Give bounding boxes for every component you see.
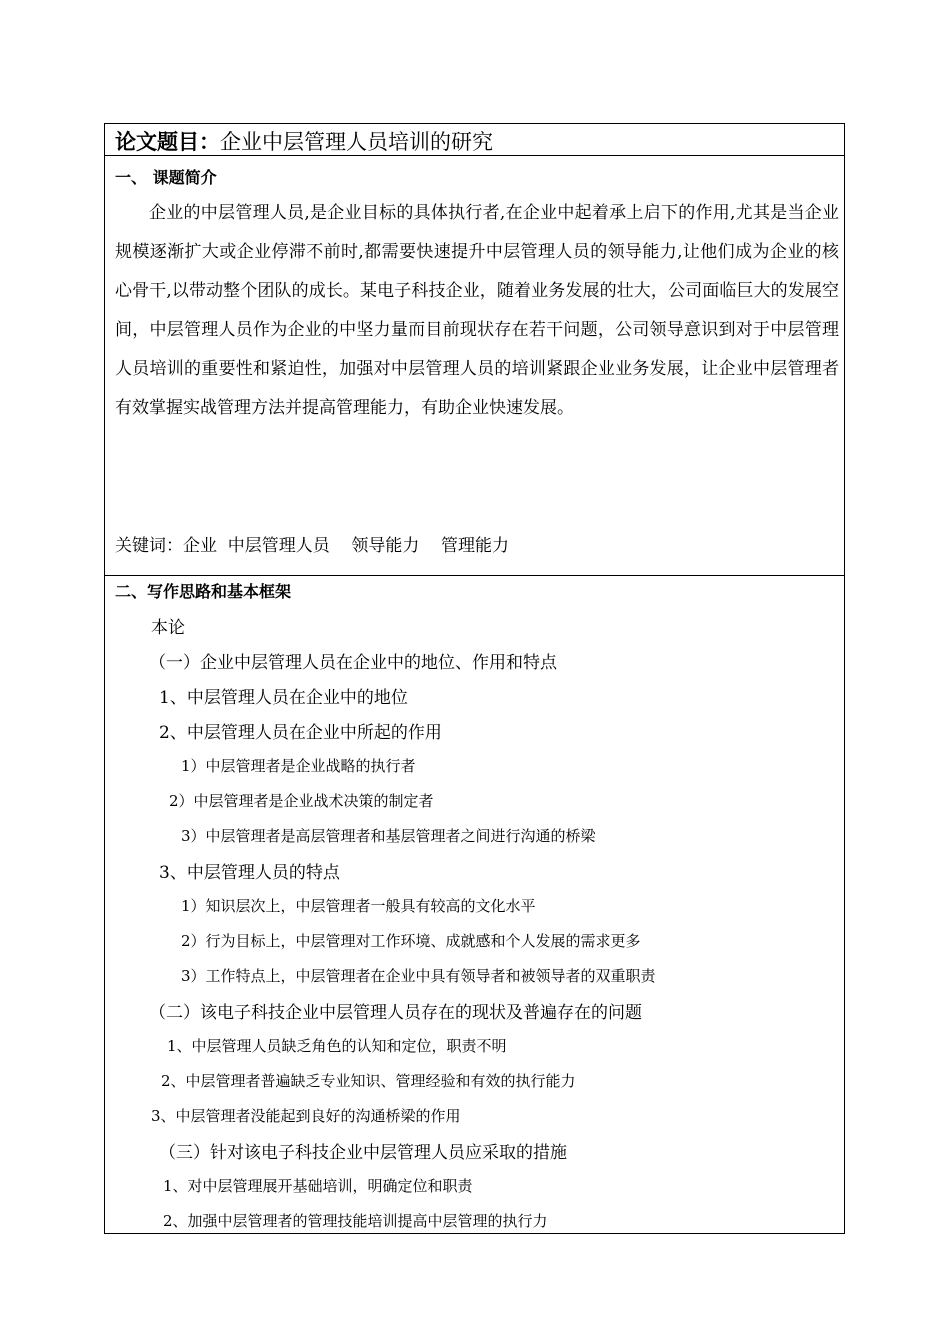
intro-row	[105, 156, 844, 576]
outline-line: （三）针对该电子科技企业中层管理人员应采取的措施	[159, 1143, 567, 1163]
outline-line: （一）企业中层管理人员在企业中的地位、作用和特点	[149, 653, 557, 673]
outline-line: 2、中层管理人员在企业中所起的作用	[159, 723, 442, 743]
thesis-title-text: 企业中层管理人员培训的研究	[220, 130, 493, 154]
keywords: 关键词：企业 中层管理人员 领导能力 管理能力	[115, 536, 510, 556]
outline-line: 1）知识层次上，中层管理者一般具有较高的文化水平	[181, 897, 536, 915]
section2-heading: 二、写作思路和基本框架	[115, 582, 292, 601]
intro-paragraph: 企业的中层管理人员,是企业目标的具体执行者,在企业中起着承上启下的作用,尤其是当企业规模逐渐扩大或企业停滞不前时,都需要快速提升中层管理人员的领导能力,让他们成为企业的核心骨干,以带动整个团队的成长。某电子科技企业，随着业务发展的壮大，公司面临巨大的发展空间，中层管理人员作为企业的中坚力量而目前现状存在若干问题，公司领导意识到对于中层管理人员培训的重要性和紧迫性，加强对中层管理人员的培训紧跟企业业务发展，让企业中层管理者有效掌握实战管理方法并提高管理能力，有助企业快速发展。	[115, 203, 839, 418]
outline-line: 3、中层管理人员的特点	[159, 863, 340, 883]
outline-line: 2、加强中层管理者的管理技能培训提高中层管理的执行力	[163, 1212, 548, 1230]
title-row	[105, 124, 844, 156]
outline-line: 3）工作特点上，中层管理者在企业中具有领导者和被领导者的双重职责	[181, 967, 656, 985]
outline-line: （二）该电子科技企业中层管理人员存在的现状及普遍存在的问题	[149, 1003, 642, 1023]
outline-line: 1、中层管理人员缺乏角色的认知和定位，职责不明	[167, 1037, 507, 1055]
outline-line: 3）中层管理者是高层管理者和基层管理者之间进行沟通的桥梁	[181, 827, 596, 845]
outline-line: 1、中层管理人员在企业中的地位	[159, 688, 408, 708]
outline-line: 3、中层管理者没能起到良好的沟通桥梁的作用	[151, 1107, 461, 1125]
thesis-title	[115, 126, 493, 156]
section1-heading: 一、 课题简介	[115, 168, 217, 187]
outline-line: 1）中层管理者是企业战略的执行者	[181, 757, 416, 775]
thesis-title-label: 论文题目：	[115, 129, 220, 154]
outline-line: 2）中层管理者是企业战术决策的制定者	[169, 792, 434, 810]
thesis-form-table	[104, 123, 845, 1234]
outline-line: 2）行为目标上，中层管理对工作环境、成就感和个人发展的需求更多	[181, 932, 641, 950]
outline-line: 1、对中层管理展开基础培训，明确定位和职责	[163, 1177, 473, 1195]
outline-line: 2、中层管理者普遍缺乏专业知识、管理经验和有效的执行能力	[161, 1072, 576, 1090]
outline-line: 本论	[151, 618, 185, 638]
